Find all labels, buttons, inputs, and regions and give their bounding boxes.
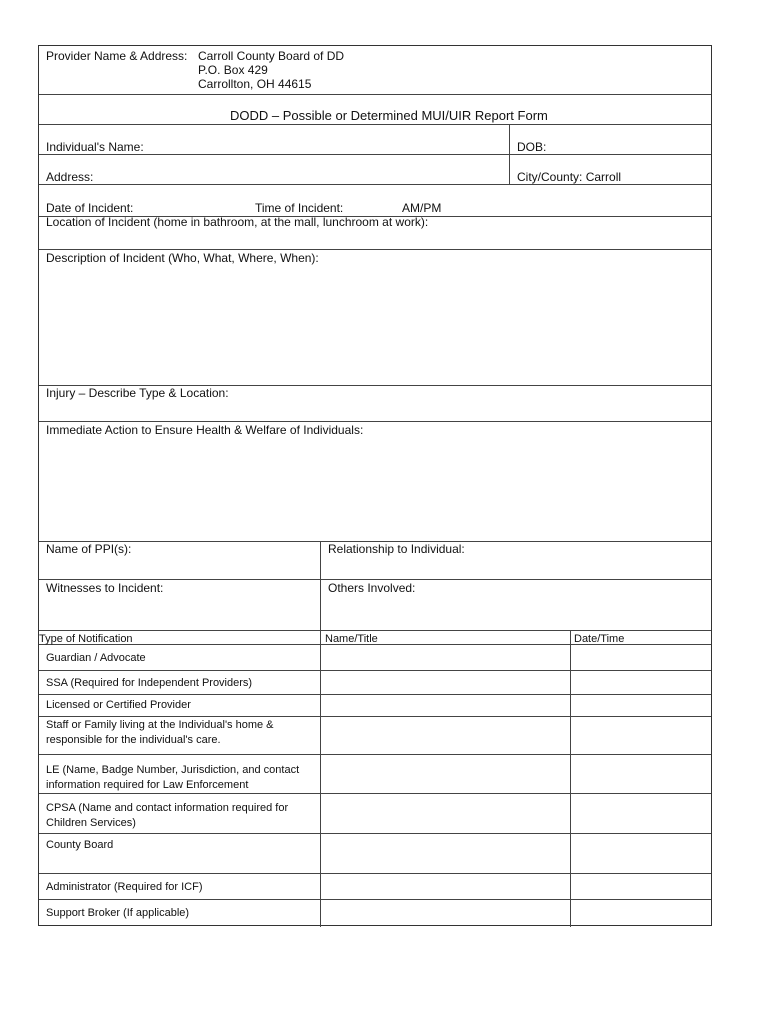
address-label: Address: <box>46 170 94 184</box>
divider <box>39 579 711 580</box>
divider <box>570 630 571 927</box>
date-of-incident-label: Date of Incident: <box>46 201 134 215</box>
divider <box>320 541 321 630</box>
table-row: Guardian / Advocate <box>46 652 146 664</box>
city-county-label: City/County: Carroll <box>517 170 622 184</box>
table-row: Administrator (Required for ICF) <box>46 881 203 893</box>
dob-label: DOB: <box>517 140 547 154</box>
table-row-continued: responsible for the individual's care. <box>46 734 221 746</box>
immediate-action-label: Immediate Action to Ensure Health & Welfare of Individuals: <box>46 423 364 437</box>
table-header-date-time: Date/Time <box>574 633 625 645</box>
divider <box>39 754 711 755</box>
divider <box>39 249 711 250</box>
divider <box>39 716 711 717</box>
table-row-continued: Children Services) <box>46 817 136 829</box>
divider <box>39 124 711 125</box>
divider <box>39 421 711 422</box>
mui-report-form <box>38 45 712 926</box>
divider <box>39 833 711 834</box>
individual-name-label: Individual's Name: <box>46 140 144 154</box>
provider-label: Provider Name & Address: <box>46 49 188 63</box>
table-row-continued: information required for Law Enforcement <box>46 779 249 791</box>
ppi-name-label: Name of PPI(s): <box>46 542 132 556</box>
form-title: DODD – Possible or Determined MUI/UIR Report Form <box>230 108 548 123</box>
table-row: County Board <box>46 839 114 851</box>
table-row: SSA (Required for Independent Providers) <box>46 677 253 689</box>
location-label: Location of Incident (home in bathroom, at the mall, lunchroom at work): <box>46 215 429 229</box>
am-pm-label: AM/PM <box>402 201 442 215</box>
provider-po-box: P.O. Box 429 <box>198 63 268 77</box>
divider <box>39 184 711 185</box>
divider <box>39 694 711 695</box>
divider <box>39 670 711 671</box>
table-row: CPSA (Name and contact information required for <box>46 802 289 814</box>
table-row: Licensed or Certified Provider <box>46 699 191 711</box>
time-of-incident-label: Time of Incident: <box>255 201 344 215</box>
description-label: Description of Incident (Who, What, Where, When): <box>46 251 319 265</box>
relationship-label: Relationship to Individual: <box>328 542 465 556</box>
divider <box>509 124 510 184</box>
table-header-name-title: Name/Title <box>325 633 378 645</box>
divider <box>320 630 321 927</box>
divider <box>39 154 711 155</box>
divider <box>39 94 711 95</box>
table-header-type: Type of Notification <box>39 633 133 645</box>
provider-name: Carroll County Board of DD <box>198 49 345 63</box>
table-row: LE (Name, Badge Number, Jurisdiction, and contact <box>46 764 300 776</box>
divider <box>39 899 711 900</box>
injury-label: Injury – Describe Type & Location: <box>46 386 229 400</box>
provider-city: Carrollton, OH 44615 <box>198 77 312 91</box>
divider <box>39 793 711 794</box>
divider <box>39 630 711 631</box>
table-row: Staff or Family living at the Individual's home & <box>46 719 274 731</box>
table-row: Support Broker (If applicable) <box>46 907 190 919</box>
witnesses-label: Witnesses to Incident: <box>46 581 164 595</box>
divider <box>39 873 711 874</box>
others-involved-label: Others Involved: <box>328 581 416 595</box>
